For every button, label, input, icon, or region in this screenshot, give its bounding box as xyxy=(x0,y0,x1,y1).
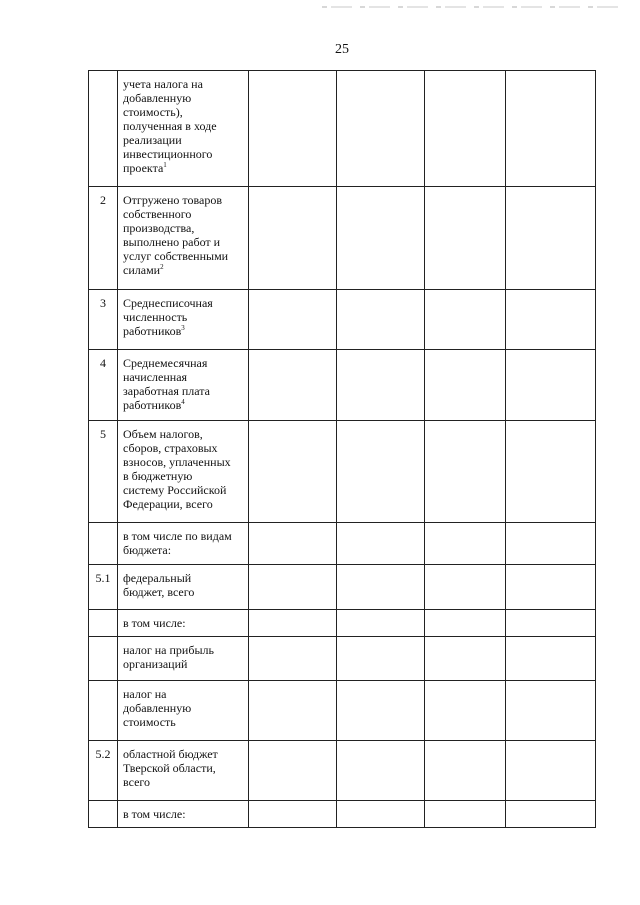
value-cell[interactable] xyxy=(337,565,425,610)
footnote-marker: 3 xyxy=(181,324,185,332)
row-label xyxy=(118,741,249,801)
value-cell[interactable] xyxy=(249,71,337,187)
row-label-text: Среднемесячная начисленная заработная плата работников xyxy=(123,356,210,412)
row-label-text: учета налога на добавленную стоимость), полученная в ходе реализации инвестиционного проекта xyxy=(123,77,217,175)
row-label-text: областной бюджет Тверской области, всего xyxy=(123,747,218,789)
value-cell[interactable] xyxy=(337,421,425,523)
value-cell[interactable] xyxy=(249,637,337,681)
row-label-text: федеральный бюджет, всего xyxy=(123,571,195,599)
value-cell[interactable] xyxy=(249,565,337,610)
row-label-text: в том числе: xyxy=(123,616,186,630)
row-label-text: Отгружено товаров собственного производства, выполнено работ и услуг собственными силами xyxy=(123,193,229,277)
table-row xyxy=(89,637,596,681)
page-number: 25 xyxy=(335,42,349,57)
table-row xyxy=(89,71,596,187)
row-number xyxy=(89,610,118,637)
value-cell[interactable] xyxy=(337,290,425,350)
table-row xyxy=(89,187,596,290)
row-label xyxy=(118,290,249,350)
value-cell[interactable] xyxy=(425,187,506,290)
footnote-marker: 4 xyxy=(181,398,185,406)
value-cell[interactable] xyxy=(337,681,425,741)
value-cell[interactable] xyxy=(249,187,337,290)
row-label-text: налог на прибыль организаций xyxy=(123,643,214,671)
table-row xyxy=(89,610,596,637)
value-cell[interactable] xyxy=(337,71,425,187)
value-cell[interactable] xyxy=(506,187,596,290)
value-cell[interactable] xyxy=(425,637,506,681)
footnote-marker: 1 xyxy=(163,161,167,169)
value-cell[interactable] xyxy=(506,637,596,681)
value-cell[interactable] xyxy=(337,637,425,681)
value-cell[interactable] xyxy=(425,565,506,610)
scan-artifact xyxy=(322,6,622,8)
table-row xyxy=(89,290,596,350)
row-label xyxy=(118,421,249,523)
value-cell[interactable] xyxy=(249,801,337,828)
value-cell[interactable] xyxy=(506,741,596,801)
value-cell[interactable] xyxy=(506,565,596,610)
value-cell[interactable] xyxy=(337,350,425,421)
row-label-text: в том числе по видам бюджета: xyxy=(123,529,232,557)
value-cell[interactable] xyxy=(249,350,337,421)
value-cell[interactable] xyxy=(425,610,506,637)
table-row xyxy=(89,565,596,610)
value-cell[interactable] xyxy=(249,610,337,637)
report-table xyxy=(88,70,596,828)
value-cell[interactable] xyxy=(337,523,425,565)
value-cell[interactable] xyxy=(337,187,425,290)
value-cell[interactable] xyxy=(249,421,337,523)
value-cell[interactable] xyxy=(425,523,506,565)
value-cell[interactable] xyxy=(425,741,506,801)
table-row xyxy=(89,801,596,828)
value-cell[interactable] xyxy=(337,741,425,801)
value-cell[interactable] xyxy=(425,290,506,350)
value-cell[interactable] xyxy=(506,801,596,828)
row-number: 5.1 xyxy=(89,565,118,610)
row-label-text: в том числе: xyxy=(123,807,186,821)
row-label xyxy=(118,187,249,290)
row-label xyxy=(118,637,249,681)
value-cell[interactable] xyxy=(425,71,506,187)
table-row xyxy=(89,741,596,801)
row-label xyxy=(118,681,249,741)
row-number xyxy=(89,681,118,741)
value-cell[interactable] xyxy=(249,290,337,350)
row-number: 4 xyxy=(89,350,118,421)
row-label xyxy=(118,610,249,637)
value-cell[interactable] xyxy=(249,741,337,801)
value-cell[interactable] xyxy=(425,801,506,828)
row-number: 5 xyxy=(89,421,118,523)
table-row xyxy=(89,681,596,741)
row-label xyxy=(118,565,249,610)
value-cell[interactable] xyxy=(337,801,425,828)
value-cell[interactable] xyxy=(506,421,596,523)
row-number xyxy=(89,523,118,565)
row-number xyxy=(89,801,118,828)
value-cell[interactable] xyxy=(506,681,596,741)
row-label xyxy=(118,523,249,565)
row-number: 3 xyxy=(89,290,118,350)
table-row xyxy=(89,421,596,523)
value-cell[interactable] xyxy=(337,610,425,637)
row-number: 2 xyxy=(89,187,118,290)
value-cell[interactable] xyxy=(506,523,596,565)
value-cell[interactable] xyxy=(506,290,596,350)
footnote-marker: 2 xyxy=(160,263,164,271)
row-number: 5.2 xyxy=(89,741,118,801)
row-label-text: Объем налогов, сборов, страховых взносов, уплаченных в бюджетную систему Российской Федерации, всего xyxy=(123,427,231,511)
value-cell[interactable] xyxy=(425,350,506,421)
row-label-text: Среднесписочная численность работников xyxy=(123,296,213,338)
value-cell[interactable] xyxy=(506,71,596,187)
table-row xyxy=(89,523,596,565)
row-number xyxy=(89,71,118,187)
value-cell[interactable] xyxy=(506,350,596,421)
row-label xyxy=(118,350,249,421)
value-cell[interactable] xyxy=(425,681,506,741)
row-number xyxy=(89,637,118,681)
value-cell[interactable] xyxy=(425,421,506,523)
table-row xyxy=(89,350,596,421)
row-label xyxy=(118,801,249,828)
row-label-text: налог на добавленную стоимость xyxy=(123,687,192,729)
value-cell[interactable] xyxy=(249,523,337,565)
value-cell[interactable] xyxy=(506,610,596,637)
row-label xyxy=(118,71,249,187)
value-cell[interactable] xyxy=(249,681,337,741)
